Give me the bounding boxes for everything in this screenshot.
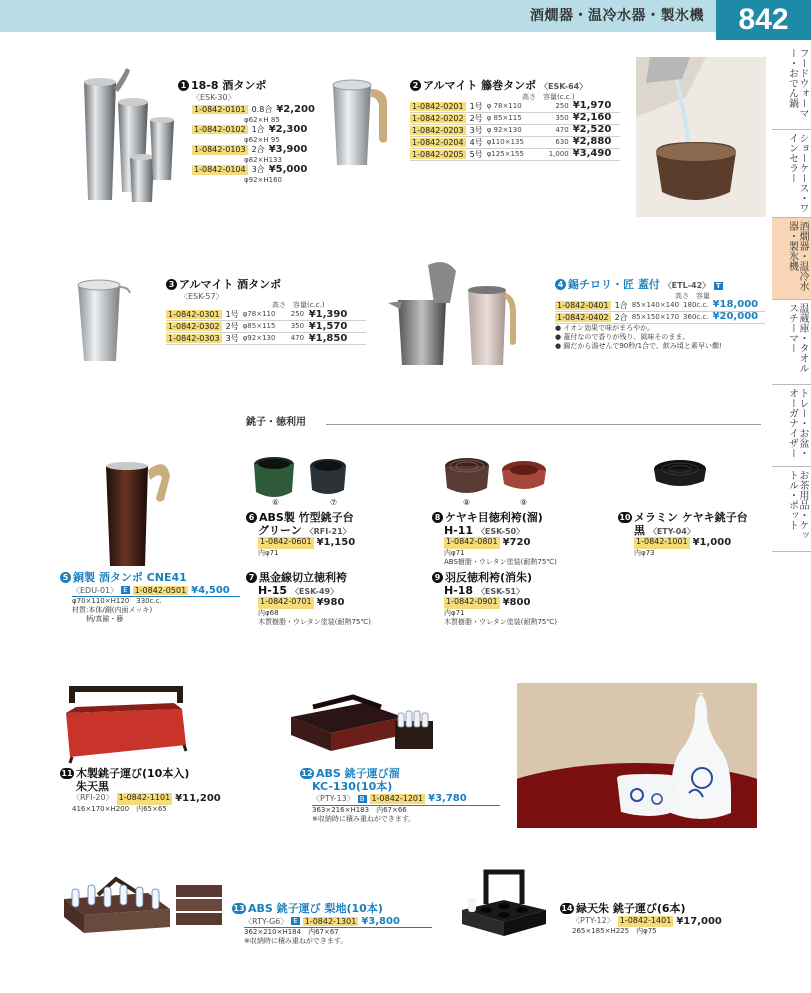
catalog-no: 〈RFI-20〉 (72, 793, 114, 803)
capacity: 350 (290, 322, 305, 331)
head-height: 高さ (522, 92, 536, 101)
product-10-subtitle (634, 525, 768, 538)
product-8-model: H-11 (444, 523, 474, 537)
product-code: 1-0842-0302 (168, 321, 220, 331)
product-5-order-line (72, 585, 240, 598)
dimension: φ92×H160 (244, 175, 283, 184)
product-3-title (166, 279, 366, 292)
capacity: 180c.c. (683, 301, 709, 310)
product-8-title-text: ケヤキ目徳利袴(溜) (445, 511, 543, 524)
dimension: φ82×H133 (244, 155, 283, 164)
product-2-row (410, 113, 620, 125)
product-6-info (246, 512, 416, 558)
product-13-note: ※収納時に積み重ねができます。 (244, 937, 348, 946)
price: ¥17,000 (676, 915, 722, 927)
price: ¥4,500 (191, 584, 230, 596)
badge: B (359, 795, 365, 803)
product-7-dimension: 内φ68 (258, 608, 279, 617)
capacity: 250 (555, 102, 569, 111)
dimension: φ110×135 (486, 138, 524, 147)
product-8-material: ABS樹脂・ウレタン塗装(耐熱75℃) (444, 557, 557, 566)
product-code: 1-0842-0102 (194, 125, 246, 135)
product-14-dimension: 265×185×H225 内φ75 (572, 927, 657, 936)
product-9-material: 木質樹脂・ウレタン塗装(耐熱75℃) (444, 617, 557, 626)
product-code: 1-0842-0601 (258, 537, 314, 549)
product-code: 1-0842-1401 (618, 916, 674, 928)
price: ¥2,200 (276, 104, 315, 116)
price: ¥1,850 (308, 332, 348, 344)
product-12-title-text: ABS 銚子運び溜 (316, 767, 400, 780)
product-10-info (618, 512, 768, 558)
product-13-info (232, 903, 432, 946)
dimension: φ 92×130 (486, 126, 522, 135)
price: ¥800 (502, 597, 531, 609)
product-12-info (300, 768, 500, 824)
product-12-order-line (312, 793, 500, 806)
size: 1合 (251, 125, 265, 135)
product-code: 1-0842-0104 (194, 165, 246, 175)
sidebar-tab-tea-supplies[interactable]: お茶用品・ケットル・ポット (772, 467, 811, 552)
product-8-dimension: 内φ71 (444, 548, 465, 557)
product-6-order-line (258, 537, 416, 549)
product-4-note: ● イオン効果で味がまろやか。 (555, 323, 655, 332)
product-code: 1-0842-0501 (134, 585, 187, 595)
product-2-catalog-no: 〈ESK-64〉 (540, 82, 588, 91)
product-12-number: 12 (301, 769, 313, 778)
size-no: 2号 (469, 113, 483, 123)
size-no: 1合 (614, 300, 628, 310)
product-4-title (555, 279, 765, 292)
product-5-spec: φ70×110×H120 330c.c. (72, 597, 162, 606)
product-7-info (246, 572, 416, 627)
product-code: 1-0842-0301 (168, 309, 220, 319)
product-11-dimension: 416×170×H200 内65×65 (72, 804, 167, 813)
product-3-number: 3 (166, 279, 177, 290)
price: ¥2,520 (572, 124, 612, 136)
product-4-catalog-no: 〈ETL-42〉 (663, 281, 711, 290)
product-13-order-line (244, 916, 432, 929)
product-1-row (192, 104, 318, 116)
size-no: 3号 (469, 125, 483, 135)
product-13-title-text: ABS 銚子運び 梨地(10本) (248, 902, 383, 915)
product-code: 1-0842-0204 (412, 137, 464, 147)
product-11-model: 朱天黒 (76, 779, 109, 793)
product-1-row (192, 164, 318, 176)
product-image-copper-tanpo (100, 458, 182, 570)
product-code: 1-0842-0103 (194, 145, 246, 155)
product-9-dimension: 内φ71 (444, 608, 465, 617)
capacity: 470 (555, 126, 569, 135)
product-code: 1-0842-0701 (258, 597, 314, 609)
product-9-model: H-18 (444, 583, 474, 597)
product-1-catalog-no: 〈ESK-30〉 (192, 92, 236, 102)
product-7-model: H-15 (258, 583, 288, 597)
product-2-info (410, 80, 620, 161)
dimension: φ 78×110 (486, 102, 522, 111)
product-6-title-text: ABS製 竹型銚子台 (259, 511, 354, 524)
price: ¥11,200 (175, 793, 221, 805)
capacity: 630 (555, 138, 569, 147)
dimension: φ92×130 (242, 334, 276, 343)
price: ¥980 (316, 597, 345, 609)
product-6-dimension: 内φ71 (258, 548, 279, 557)
product-1-info (178, 80, 318, 184)
product-10-number: 10 (619, 513, 631, 522)
capacity: 250 (290, 310, 305, 319)
product-3-row (166, 333, 366, 345)
product-13-title (232, 903, 432, 916)
catalog-no: 〈PTY-13〉 (312, 794, 355, 804)
size-no: 2号 (225, 321, 239, 331)
product-7-catalog-no: 〈ESK-49〉 (290, 586, 339, 596)
product-7-title-text: 黒金線切立徳利袴 (259, 571, 347, 584)
product-2-row (410, 149, 620, 161)
price: ¥1,150 (316, 537, 356, 549)
product-11-number: 11 (61, 769, 73, 778)
price: ¥5,000 (268, 164, 308, 176)
size: 0.8合 (251, 105, 273, 115)
product-2-number: 2 (410, 80, 421, 91)
product-5-spec: 材質:本体/銅(内面メッキ) (72, 606, 153, 615)
capacity: 470 (290, 334, 305, 343)
product-10-title-text: メラミン ケヤキ銚子台 (634, 511, 748, 524)
product-code: 1-0842-0202 (412, 113, 464, 123)
product-11-order-line (72, 793, 230, 805)
product-code: 1-0842-0901 (444, 597, 500, 609)
price: ¥720 (502, 537, 531, 549)
product-7-number: 7 (246, 572, 257, 583)
product-1-row (192, 124, 318, 136)
product-3-catalog-no: 〈ESK-57〉 (180, 291, 224, 301)
product-9-info (432, 572, 612, 627)
product-4-note: ● 蓋付なので香りが残り、風味そのまま。 (555, 332, 690, 341)
dimension: φ78×110 (242, 310, 276, 319)
price: ¥3,900 (268, 144, 308, 156)
product-4-row (555, 300, 765, 312)
product-8-image-label: ⑧ (463, 498, 471, 507)
product-code: 1-0842-1201 (371, 794, 424, 804)
product-14-info (560, 903, 760, 936)
product-2-title (410, 80, 620, 93)
head-capacity: 容量(c.c.) (293, 300, 325, 309)
product-2-row (410, 125, 620, 137)
page-number: 842 (716, 0, 811, 40)
price: ¥1,570 (308, 320, 348, 332)
price: ¥1,390 (308, 308, 348, 320)
product-7-image-label: ⑦ (330, 498, 338, 507)
product-14-title-text: 緑天朱 銚子運び(6本) (576, 902, 686, 915)
product-6-image-label: ⑥ (272, 498, 280, 507)
product-code: 1-0842-1101 (117, 793, 173, 805)
product-code: 1-0842-0101 (194, 105, 246, 115)
product-11-title (60, 768, 230, 781)
product-code: 1-0842-0801 (444, 537, 500, 549)
product-5-title (60, 572, 240, 585)
product-1-rows (192, 104, 318, 184)
price: ¥2,300 (268, 124, 308, 136)
product-1-number: 1 (178, 80, 189, 91)
dimension: φ85×115 (242, 322, 276, 331)
product-3-row (166, 309, 366, 321)
product-12-dimension: 363×216×H183 内67×66 (312, 805, 407, 814)
capacity: 1,000 (548, 150, 569, 159)
size-no: 5号 (469, 149, 483, 159)
sidebar-tab-warming-cabinet[interactable]: 温蔵庫・タオルスチーマー (772, 300, 811, 385)
product-6-subtitle (258, 525, 416, 538)
product-code: 1-0842-0402 (557, 312, 609, 322)
product-9-order-line (444, 597, 612, 609)
product-4-row (555, 312, 765, 324)
photo-sake-set (517, 683, 757, 828)
price: ¥2,160 (572, 112, 612, 124)
section-divider (326, 424, 761, 425)
product-image-wooden-carrier (62, 685, 190, 765)
product-1-title-text: 18-8 酒タンポ (191, 79, 267, 92)
product-1-row (192, 144, 318, 156)
dimension: φ62×H 95 (244, 135, 280, 144)
product-code: 1-0842-0401 (557, 300, 609, 310)
section-title: 銚子・徳利用 (246, 417, 306, 428)
product-2-title-text: アルマイト 籐巻タンポ (423, 79, 537, 92)
product-code: 1-0842-0205 (412, 149, 464, 159)
product-12-title (300, 768, 500, 781)
product-5-spec: 柄/真鍮・籐 (72, 615, 124, 624)
product-3-title-text: アルマイト 酒タンポ (179, 278, 282, 291)
sidebar-tab-showcase[interactable]: ショーケース・ワインセラー (772, 130, 811, 218)
product-code: 1-0842-1301 (304, 916, 357, 926)
product-13-dimension: 362×210×H184 内67×67 (244, 928, 339, 937)
head-capacity: 容量 (696, 291, 710, 300)
catalog-no: 〈PTY-12〉 (572, 915, 615, 925)
product-image-melamine-coaster (650, 455, 710, 495)
product-5-info (60, 572, 240, 624)
product-7-order-line (258, 597, 416, 609)
product-10-catalog-no: 〈ETY-04〉 (648, 526, 695, 536)
product-7-subtitle (258, 585, 416, 598)
size: 2合 (251, 145, 265, 155)
product-code: 1-0842-0203 (412, 125, 464, 135)
dimension: φ62×H 85 (244, 115, 280, 124)
head-height: 高さ (675, 291, 689, 300)
price: ¥1,000 (692, 537, 732, 549)
size-no: 2合 (614, 312, 628, 322)
product-11-title-text: 木製銚子運び(10本入) (76, 767, 190, 780)
product-1-title (178, 80, 318, 93)
product-13-number: 13 (233, 904, 245, 913)
product-image-rattan-tanpo (325, 75, 397, 170)
head-height: 高さ (272, 300, 286, 309)
product-image-green-carrier (458, 868, 550, 940)
price: ¥20,000 (712, 311, 759, 323)
product-code: 1-0842-0201 (412, 101, 464, 111)
dimension: φ 85×115 (486, 114, 522, 123)
product-3-info (166, 279, 366, 345)
size-no: 4号 (469, 137, 483, 147)
product-4-badge: T (716, 282, 721, 290)
header-bar (0, 0, 716, 32)
size-no: 1号 (469, 101, 483, 111)
product-9-number: 9 (432, 572, 443, 583)
product-image-stainless-tanpo (70, 62, 180, 210)
dimension: 85×150×170 (631, 313, 680, 322)
badge: E (123, 586, 128, 595)
product-6-model: グリーン (258, 523, 302, 537)
product-9-catalog-no: 〈ESK-51〉 (476, 586, 525, 596)
page-category-title: 酒燗器・温冷水器・製氷機 (530, 8, 704, 24)
sidebar-tab-sake-warmer[interactable]: 酒燗器・温冷水器・製氷機 (772, 218, 811, 300)
product-image-tin-chirori (388, 255, 523, 370)
product-5-number: 5 (60, 572, 71, 583)
size: 3合 (251, 165, 265, 175)
product-14-order-line (572, 916, 760, 928)
price: ¥2,880 (572, 136, 612, 148)
price: ¥3,800 (361, 915, 400, 927)
product-4-number: 4 (555, 279, 566, 290)
product-8-info (432, 512, 612, 567)
product-9-title-text: 羽反徳利袴(消朱) (445, 571, 533, 584)
product-3-row (166, 321, 366, 333)
product-image-alumite-tanpo (72, 275, 134, 365)
product-9-subtitle (444, 585, 612, 598)
capacity: 350 (555, 114, 569, 123)
price: ¥3,490 (572, 148, 612, 160)
product-12-model: KC-130(10本) (312, 779, 393, 793)
price: ¥18,000 (712, 299, 759, 311)
product-4-title-text: 錫チロリ・匠 蓋付 (568, 278, 660, 291)
product-image-coasters-8-9 (440, 452, 552, 510)
dimension: 85×140×140 (631, 301, 680, 310)
product-7-material: 木質樹脂・ウレタン塗装(耐熱75℃) (258, 617, 371, 626)
product-8-catalog-no: 〈ESK-50〉 (476, 526, 525, 536)
badge: E (293, 917, 298, 926)
product-8-order-line (444, 537, 612, 549)
price: ¥1,970 (572, 100, 612, 112)
product-6-catalog-no: 〈RFI-21〉 (305, 526, 351, 536)
product-2-row (410, 101, 620, 113)
capacity: 360c.c. (683, 313, 709, 322)
product-8-number: 8 (432, 512, 443, 523)
product-10-model: 黒 (634, 523, 645, 537)
sidebar-tab-food-warmer[interactable]: フードウォーマー・おでん鍋 (772, 45, 811, 130)
size-no: 3号 (225, 333, 239, 343)
sidebar-tab-tray[interactable]: トレー・お盆・オーガナイザー (772, 385, 811, 467)
size-no: 1号 (225, 309, 239, 319)
product-8-subtitle (444, 525, 612, 538)
product-9-image-label: ⑨ (520, 498, 528, 507)
product-10-order-line (634, 537, 768, 549)
product-5-title-text: 銅製 酒タンポ CNE41 (73, 571, 187, 584)
product-11-info (60, 768, 230, 814)
catalog-no: 〈EDU-01〉 (72, 585, 119, 595)
product-14-title (560, 903, 760, 916)
product-10-dimension: 内φ73 (634, 548, 655, 557)
product-code: 1-0842-0303 (168, 333, 220, 343)
product-code: 1-0842-1001 (634, 537, 690, 549)
product-image-abs-carrier-tamari (283, 693, 438, 763)
catalog-no: 〈RTY-G6〉 (244, 916, 289, 926)
head-capacity: 容量(c.c.) (543, 92, 575, 101)
product-2-row (410, 137, 620, 149)
photo-sake-pouring (636, 57, 766, 217)
dimension: φ125×155 (486, 150, 524, 159)
product-4-info (555, 279, 765, 351)
product-6-number: 6 (246, 512, 257, 523)
product-image-abs-carrier-nashiji (58, 875, 232, 937)
product-4-note: ● 錫だから湯せんで90秒/1合で、飲み頃と素早い燗! (555, 341, 722, 350)
price: ¥3,780 (428, 793, 467, 805)
product-12-note: ※収納時に積み重ねができます。 (312, 814, 416, 823)
product-14-number: 14 (561, 904, 573, 913)
